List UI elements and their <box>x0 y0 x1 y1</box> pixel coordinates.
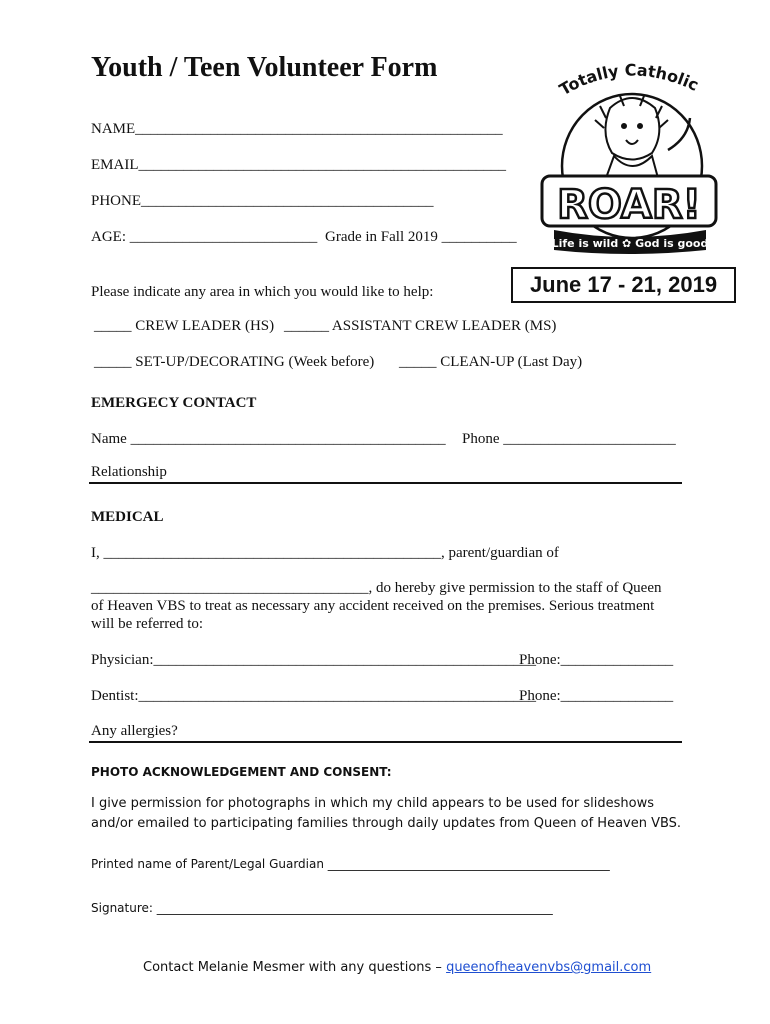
contact-email-link[interactable]: queenofheavenvbs@gmail.com <box>446 960 652 975</box>
physician-field[interactable]: Physician:___________________________________________________ <box>91 652 536 668</box>
printed-name-field[interactable]: Printed name of Parent/Legal Guardian _______________________________________________ <box>91 857 610 871</box>
photo-text-line: and/or emailed to participating families through daily updates from Queen of Heaven VBS. <box>91 816 682 831</box>
photo-text-line: I give permission for photographs in which my child appears to be used for slideshows <box>91 796 654 811</box>
help-prompt: Please indicate any area in which you would like to help: <box>91 284 434 300</box>
logo-top-text: Totally Catholic <box>556 60 702 100</box>
emergency-heading: EMERGECY CONTACT <box>91 395 257 411</box>
medical-text-line: of Heaven VBS to treat as necessary any accident received on the premises. Serious treatment <box>91 598 655 614</box>
signature-field[interactable]: Signature: __________________________________________________________________ <box>91 901 553 915</box>
dentist-field[interactable]: Dentist:_____________________________________________________ <box>91 688 536 704</box>
phone-field[interactable]: PHONE_______________________________________ <box>91 193 434 209</box>
divider <box>89 482 682 484</box>
grade-field[interactable]: Grade in Fall 2019 __________ <box>325 229 517 245</box>
form-title: Youth / Teen Volunteer Form <box>91 52 438 83</box>
contact-line <box>143 960 651 975</box>
setup-option[interactable]: _____ SET-UP/DECORATING (Week before) <box>94 354 375 370</box>
medical-text-line: will be referred to: <box>91 616 204 632</box>
cleanup-option[interactable]: _____ CLEAN-UP (Last Day) <box>399 354 583 370</box>
physician-phone-field[interactable]: Phone:_______________ <box>519 652 674 668</box>
relationship-label[interactable]: Relationship <box>91 464 167 480</box>
roar-logo <box>540 58 718 258</box>
contact-text: Contact Melanie Mesmer with any questions – <box>143 960 447 975</box>
date-badge: June 17 - 21, 2019 <box>511 267 736 303</box>
name-field[interactable]: NAME_________________________________________________ <box>91 121 503 137</box>
lion-logo-icon <box>540 58 718 258</box>
email-field[interactable]: EMAIL_________________________________________________ <box>91 157 506 173</box>
child-field[interactable]: _____________________________________, do hereby give permission to the staff of Queen <box>91 580 662 596</box>
crew-leader-option[interactable]: _____ CREW LEADER (HS) <box>94 318 275 334</box>
allergies-field[interactable]: Any allergies? <box>91 723 178 739</box>
emergency-phone-field[interactable]: Phone _______________________ <box>462 431 676 447</box>
assistant-crew-leader-option[interactable]: ______ ASSISTANT CREW LEADER (MS) <box>284 318 557 334</box>
logo-tagline: Life is wild ✿ God is good <box>551 237 709 250</box>
logo-main-text: ROAR! <box>557 182 701 228</box>
age-field[interactable]: AGE: _________________________ <box>91 229 318 245</box>
dentist-phone-field[interactable]: Phone:_______________ <box>519 688 674 704</box>
emergency-name-field[interactable]: Name __________________________________________ <box>91 431 446 447</box>
photo-heading: PHOTO ACKNOWLEDGEMENT AND CONSENT: <box>91 765 392 779</box>
guardian-field[interactable]: I, _____________________________________________, parent/guardian of <box>91 545 559 561</box>
medical-heading: MEDICAL <box>91 509 164 525</box>
divider <box>89 741 682 743</box>
